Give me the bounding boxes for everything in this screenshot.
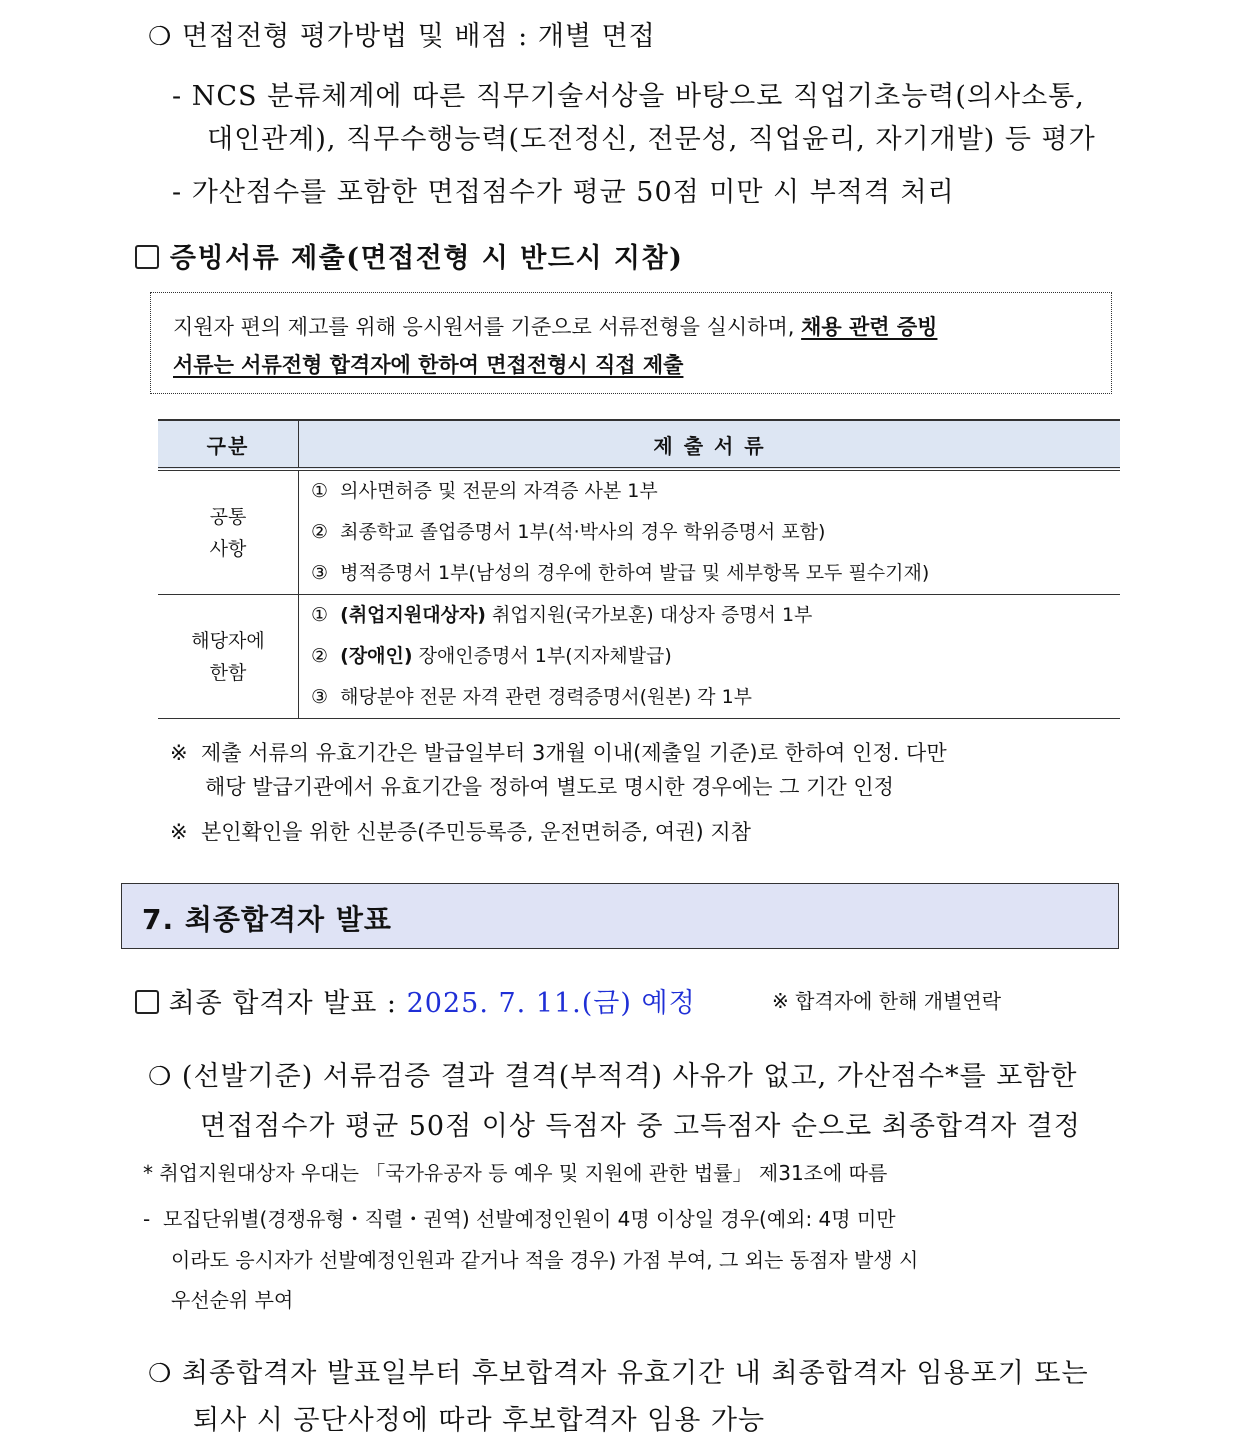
- bonus-rule-cont-1: 이라도 응시자가 선발예정인원과 같거나 적을 경우) 가점 부여, 그 외는 동점자 발생 시: [171, 1248, 919, 1272]
- table-row: [158, 595, 1120, 719]
- selection-criteria-cont: 면접점수가 평균 50점 이상 득점자 중 고득점자 순으로 최종합격자 결정: [200, 1111, 1081, 1142]
- header-documents: 제 출 서 류: [299, 420, 1121, 469]
- documents-table: [158, 419, 1120, 719]
- reserve-rule-cont: 퇴사 시 공단사정에 따라 후보합격자 임용 가능: [193, 1405, 766, 1436]
- selection-criteria: ❍ (선발기준) 서류검증 결과 결격(부적격) 사유가 없고, 가산점수*를 포함한: [148, 1061, 1078, 1092]
- bonus-rule: - 모집단위별(경쟁유형・직렬・권역) 선발예정인원이 4명 이상일 경우(예외: 4명 미만: [143, 1207, 896, 1231]
- square-bullet-icon: [135, 245, 159, 269]
- hollow-circle-bullet-icon: ❍: [148, 22, 173, 52]
- validity-note-cont: 해당 발급기관에서 유효기간을 정하여 별도로 명시한 경우에는 그 기간 인정: [205, 775, 894, 799]
- section-7-header: [121, 883, 1119, 949]
- square-bullet-icon: [135, 990, 159, 1014]
- list-item: ① (취업지원대상자) 취업지원(국가보훈) 대상자 증명서 1부: [311, 604, 813, 626]
- list-item: ② (장애인) 장애인증명서 1부(지자체발급): [311, 645, 672, 667]
- header-category: 구분: [158, 420, 299, 469]
- list-item: ② 최종학교 졸업증명서 1부(석·박사의 경우 학위증명서 포함): [311, 521, 826, 543]
- category-cell: 공통 사항: [158, 469, 299, 595]
- table-header-row: [158, 420, 1120, 469]
- interview-point-1: - NCS 분류체계에 따른 직무기술서상을 바탕으로 직업기초능력(의사소통,: [172, 81, 1085, 112]
- interview-title: ❍ 면접전형 평가방법 및 배점 : 개별 면접: [148, 21, 656, 52]
- hollow-circle-bullet-icon: ❍: [148, 1062, 173, 1092]
- announce-note: ※ 합격자에 한해 개별연락: [772, 989, 1002, 1013]
- list-item: ③ 병적증명서 1부(남성의 경우에 한하여 발급 및 세부항목 모두 필수기재): [311, 562, 930, 584]
- final-announcement: 최종 합격자 발표 : 2025. 7. 11.(금) 예정: [135, 981, 696, 1020]
- reserve-rule: ❍ 최종합격자 발표일부터 후보합격자 유효기간 내 최종합격자 임용포기 또는: [148, 1358, 1089, 1389]
- docs-note-line-2: 서류는 서류전형 합격자에 한하여 면접전형시 직접 제출: [173, 353, 684, 377]
- validity-note: ※ 제출 서류의 유효기간은 발급일부터 3개월 이내(제출일 기준)로 한하여 인정. 다만: [170, 741, 947, 765]
- category-cell: 해당자에 한함: [158, 595, 299, 719]
- section-title: 7. 최종합격자 발표: [142, 903, 392, 936]
- interview-point-1-cont: 대인관계), 직무수행능력(도전정신, 전문성, 직업윤리, 자기개발) 등 평가: [207, 124, 1096, 155]
- announce-date: 2025. 7. 11.(금) 예정: [406, 988, 696, 1019]
- list-item: ① 의사면허증 및 전문의 자격증 사본 1부: [311, 480, 658, 502]
- footnote: * 취업지원대상자 우대는 「국가유공자 등 예우 및 지원에 관한 법률」 제31조에 따름: [143, 1161, 888, 1185]
- bonus-rule-cont-2: 우선순위 부여: [171, 1288, 294, 1312]
- interview-point-2: - 가산점수를 포함한 면접점수가 평균 50점 미만 시 부적격 처리: [172, 177, 955, 208]
- docs-note-line-1: 지원자 편의 제고를 위해 응시원서를 기준으로 서류전형을 실시하며, 채용 관련 증빙: [173, 315, 938, 339]
- list-item: ③ 해당분야 전문 자격 관련 경력증명서(원본) 각 1부: [311, 686, 753, 708]
- id-note: ※ 본인확인을 위한 신분증(주민등록증, 운전면허증, 여권) 지참: [170, 820, 751, 844]
- docs-heading: 증빙서류 제출(면접전형 시 반드시 지참): [135, 236, 683, 275]
- table-row: [158, 469, 1120, 595]
- items-cell: [299, 595, 1121, 719]
- items-cell: [299, 469, 1121, 595]
- hollow-circle-bullet-icon: ❍: [148, 1359, 173, 1389]
- docs-note-box: [150, 292, 1112, 394]
